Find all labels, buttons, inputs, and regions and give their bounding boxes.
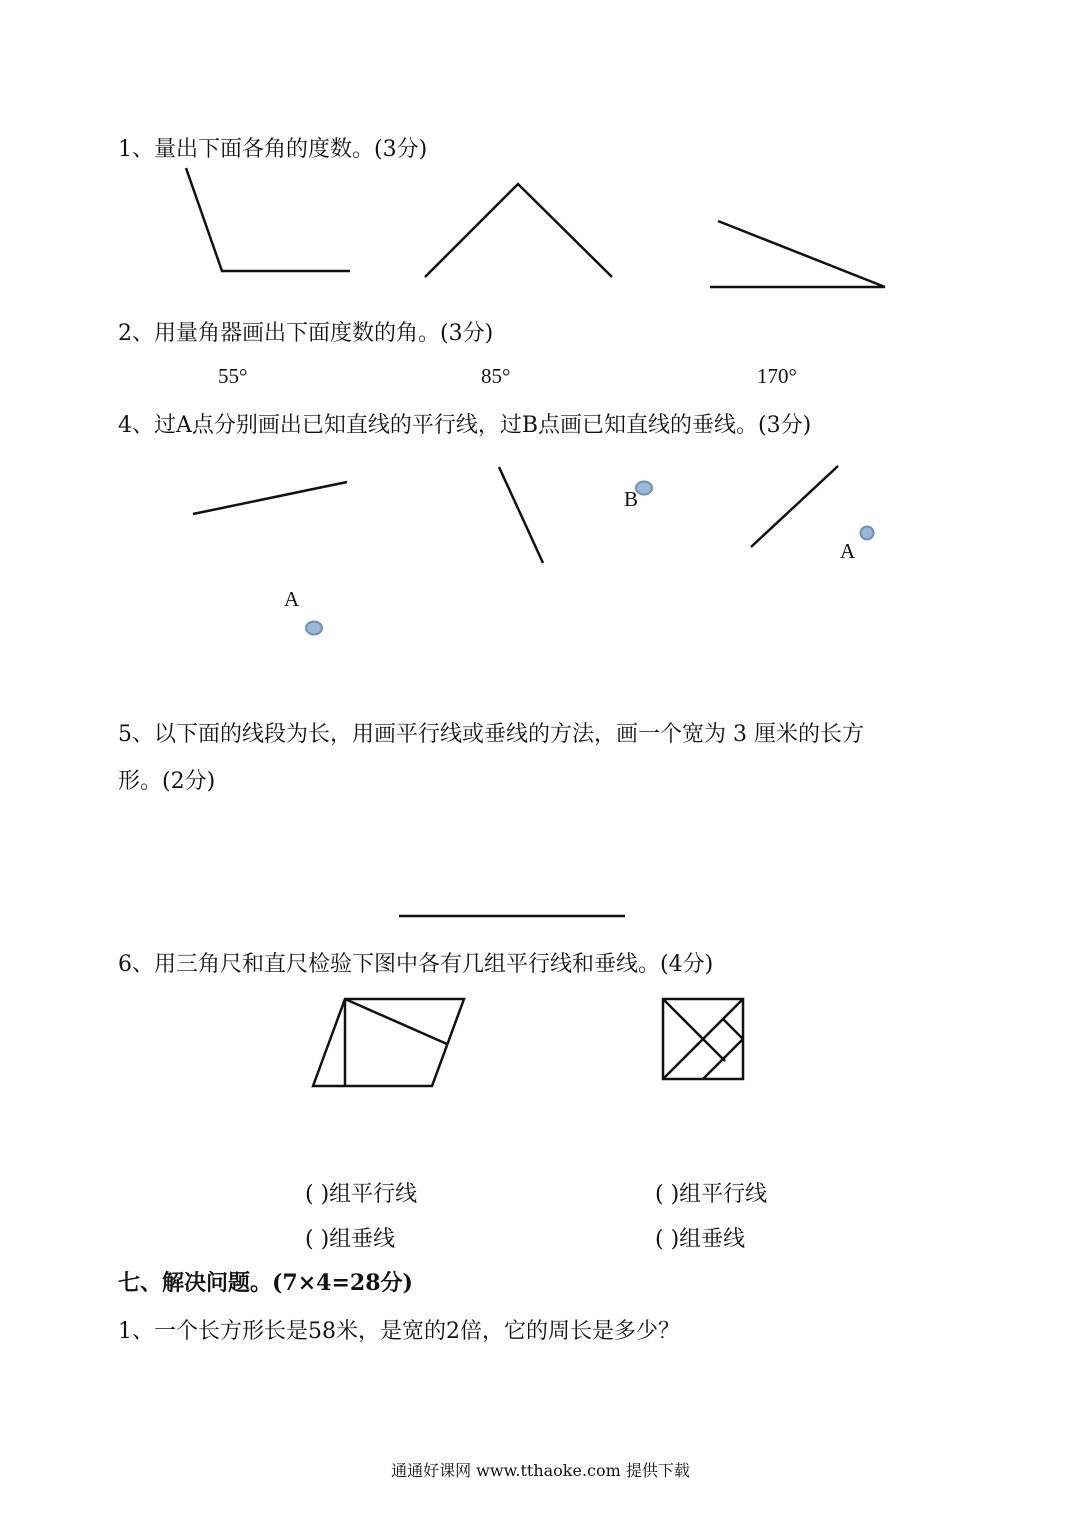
point-a2-dot	[861, 527, 874, 540]
question-6: 6、用三角尺和直尺检验下图中各有几组平行线和垂线。(4分)	[118, 952, 714, 977]
point-a1-label: A	[284, 587, 300, 611]
question-5-line-2: 形。(2分)	[118, 769, 216, 794]
angle-figure-2	[425, 184, 612, 277]
blank-parallel-right: ( )组平行线	[655, 1182, 768, 1207]
point-b-label: B	[624, 487, 639, 511]
question-4: 4、过A点分别画出已知直线的平行线，过B点画已知直线的垂线。(3分)	[118, 413, 812, 438]
angle-value-85: 85°	[481, 364, 511, 388]
question-1: 1、量出下面各角的度数。(3分)	[118, 137, 428, 162]
square-figure	[663, 999, 743, 1079]
point-b-dot	[636, 482, 652, 495]
given-line-3	[751, 466, 838, 547]
parallelogram-figure	[313, 999, 464, 1086]
question-5-line-1: 5、以下面的线段为长，用画平行线或垂线的方法，画一个宽为 3 厘米的长方	[118, 722, 864, 747]
angle-figure-3	[710, 221, 885, 287]
blank-perpendicular-left: ( )组垂线	[305, 1227, 396, 1252]
angle-value-55: 55°	[218, 364, 248, 388]
given-line-1	[193, 482, 347, 514]
section-7-title: 七、解决问题。(7×4=28分)	[118, 1270, 413, 1296]
given-line-2	[499, 467, 543, 563]
angle-figure-1	[186, 168, 350, 271]
question-2: 2、用量角器画出下面度数的角。(3分)	[118, 321, 494, 346]
section-7-question-1: 1、一个长方形长是58米，是宽的2倍，它的周长是多少？	[118, 1319, 680, 1344]
page-footer: 通通好课网 www.tthaoke.com 提供下载	[391, 1461, 690, 1480]
point-a2-label: A	[840, 539, 856, 563]
blank-parallel-left: ( )组平行线	[305, 1182, 418, 1207]
angle-value-170: 170°	[757, 364, 797, 388]
point-a1-dot	[306, 622, 322, 635]
blank-perpendicular-right: ( )组垂线	[655, 1227, 746, 1252]
